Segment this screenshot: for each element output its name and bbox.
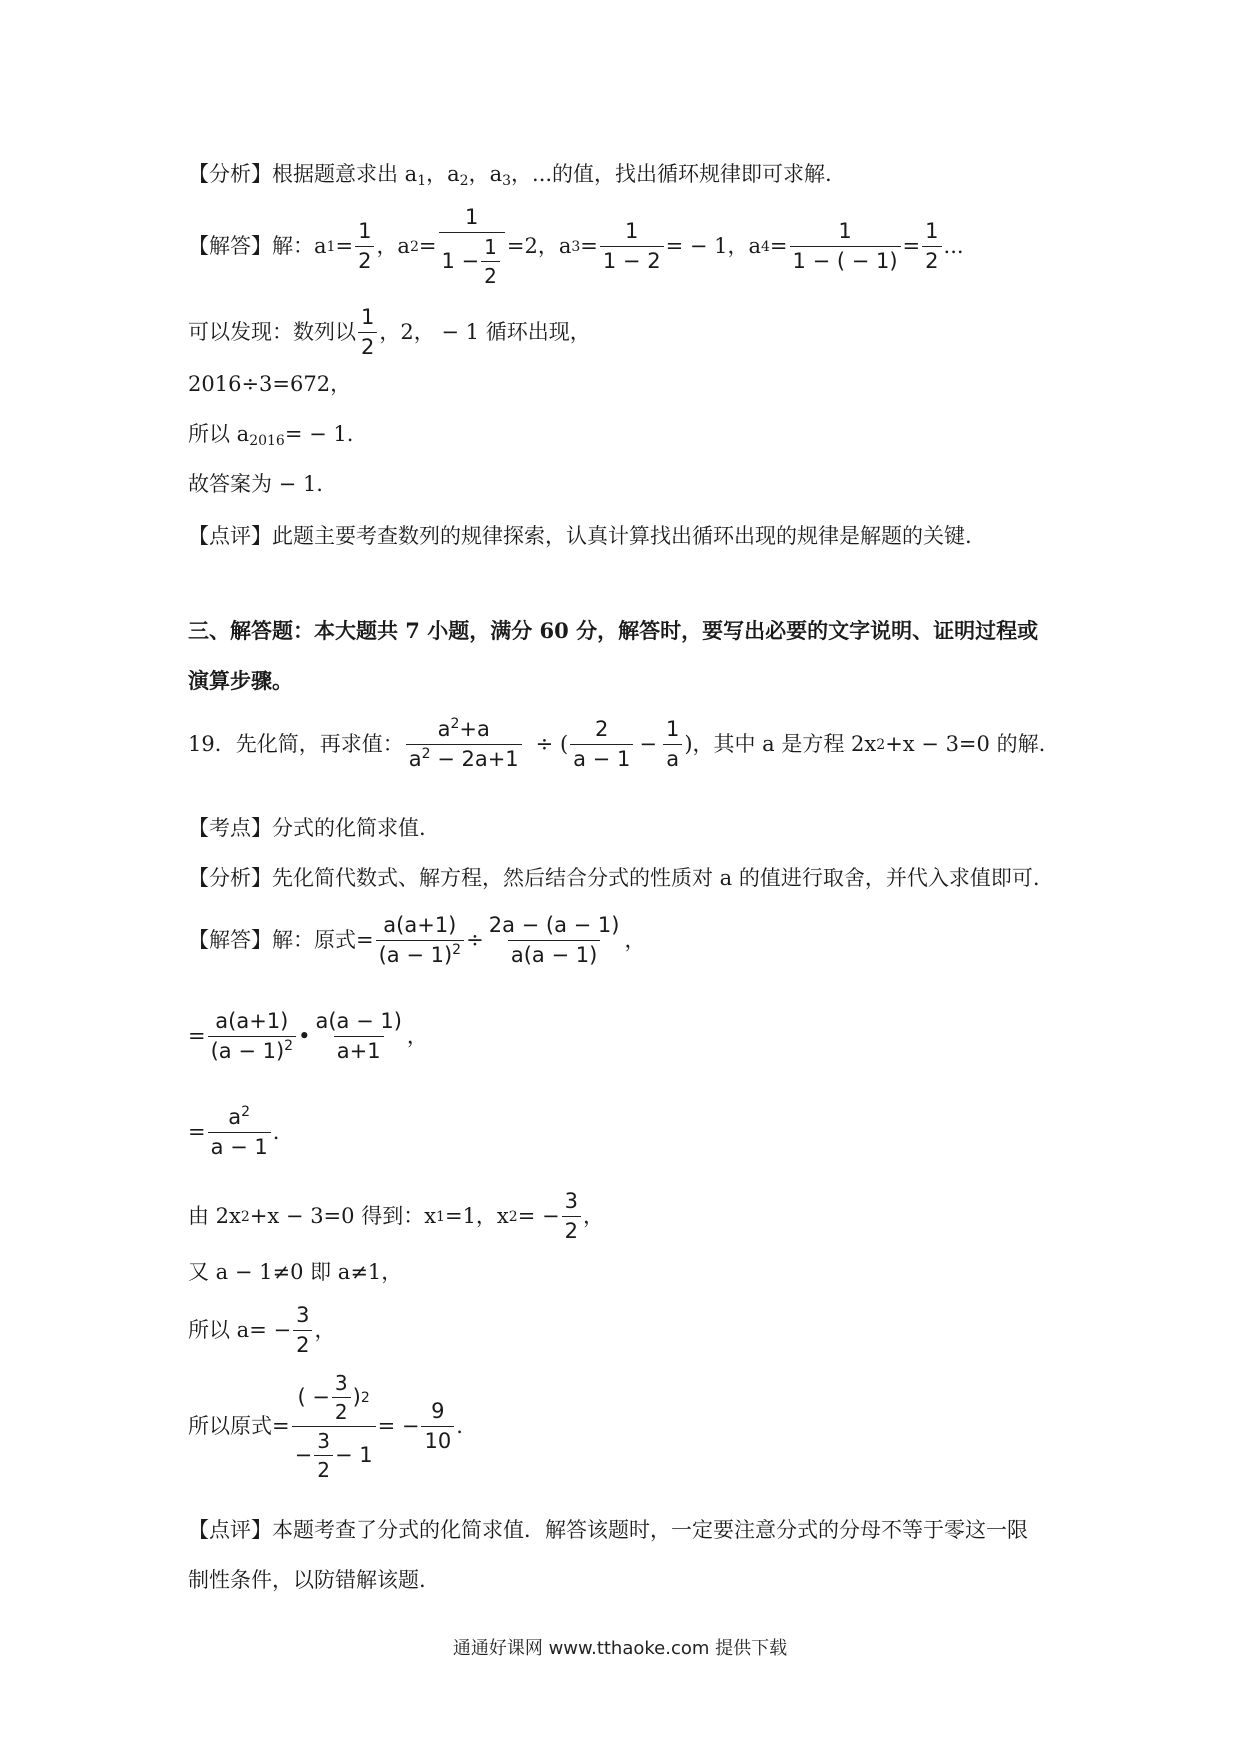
- analysis-18: 【分析】根据题意求出 $a_1$，$a_2$，$a_3$，...的值，找出循环规律即可求解.: [188, 162, 832, 189]
- tag-label: 【点评】: [188, 524, 272, 548]
- condition-19: 又 a − 1≠0 即 a≠1，: [188, 1260, 403, 1284]
- fraction-a2: 1 1 − $\frac{1}{2}$: [439, 206, 505, 287]
- final-19: 所以原式= ( − $\frac{3}{2}$ ) 2 − $\frac{3}{2}$ − 1 = − $\frac{9}{10}$ .: [188, 1371, 463, 1482]
- conclude-18: 所以 $a_{2016}= - 1$.: [188, 422, 354, 449]
- comment-19: 【点评】本题考查了分式的化简求值．解答该题时，一定要注意分式的分母不等于零这一限: [188, 1518, 1028, 1542]
- fraction-a3: $\frac{1}{1 - 2}$: [600, 220, 664, 273]
- section-heading: 三、解答题：本大题共 7 小题，满分 60 分，解答时，要写出必要的文字说明、证明过程或: [188, 618, 1039, 643]
- so-a-19: 所以 a= − $\frac{3}{2}$ ，: [188, 1303, 336, 1358]
- comment-19-cont: 制性条件，以防错解该题.: [188, 1568, 426, 1592]
- tag-label: 【点评】: [188, 1518, 272, 1542]
- analysis-19: 【分析】先化简代数式、解方程，然后结合分式的性质对 a 的值进行取舍，并代入求值即可.: [188, 866, 1040, 890]
- answer-18: 故答案为 − 1.: [188, 472, 323, 496]
- fraction-half: $\frac{1}{2}$: [922, 220, 941, 273]
- calc-18: 2016÷3=672，: [188, 372, 352, 396]
- roots-19: 由 2x 2 +x − 3=0 得到：x 1 =1，x 2 = − $\frac{3}{2}$ ，: [188, 1189, 604, 1244]
- comment-18: 【点评】此题主要考查数列的规律探索，认真计算找出循环出现的规律是解题的关键.: [188, 524, 972, 548]
- section-heading-cont: 演算步骤。: [188, 668, 293, 693]
- kaodian-19: 【考点】分式的化简求值.: [188, 816, 426, 840]
- fraction-a4: $\frac{1}{1 - ( - 1)}$: [790, 220, 901, 273]
- fraction-half: $\frac{1}{2}$: [355, 220, 374, 273]
- solution-18: 【解答】 解：a 1 = $\frac{1}{2}$ ，a 2 = 1 1 − $\frac{1}{2}$ =2，a 3 = $\frac{1}{1 - 2}$ = − 1，a 4 = $\frac{1}{1 - ( - 1)}$ = $\frac{1}{2}$ ...: [188, 205, 964, 289]
- step-3-19: = $\frac{a^2}{a - 1}$ .: [188, 1104, 280, 1160]
- tag-label: 【解答】: [188, 928, 272, 953]
- found-pattern-18: 可以发现：数列以 $\frac{1}{2}$ ，2， − 1 循环出现，: [188, 305, 591, 360]
- tag-label: 【解答】: [188, 234, 272, 259]
- footer-source: 通通好课网 www.tthaoke.com 提供下载: [452, 1638, 788, 1659]
- solution-19: 【解答】 解：原式= $\frac{a(a+1)}{(a - 1)^2}$ ÷ $\frac{2a - (a - 1)}{a(a - 1)}$ ，: [188, 913, 646, 968]
- tag-label: 【分析】: [188, 866, 272, 890]
- question-19: 19．先化简，再求值： $\frac{a^2+a}{a^2 - 2a+1}$ ÷ ( $\frac{2}{a - 1}$ − $\frac{1}{a}$ )，其中 a 是方程 2x 2 +x − 3=0 的解.: [188, 716, 1046, 772]
- tag-label: 【考点】: [188, 816, 272, 840]
- step-2-19: = $\frac{a(a+1)}{(a - 1)^2}$ • $\frac{a(a - 1)}{a+1}$ ，: [188, 1009, 428, 1064]
- tag-label: 【分析】: [188, 162, 272, 186]
